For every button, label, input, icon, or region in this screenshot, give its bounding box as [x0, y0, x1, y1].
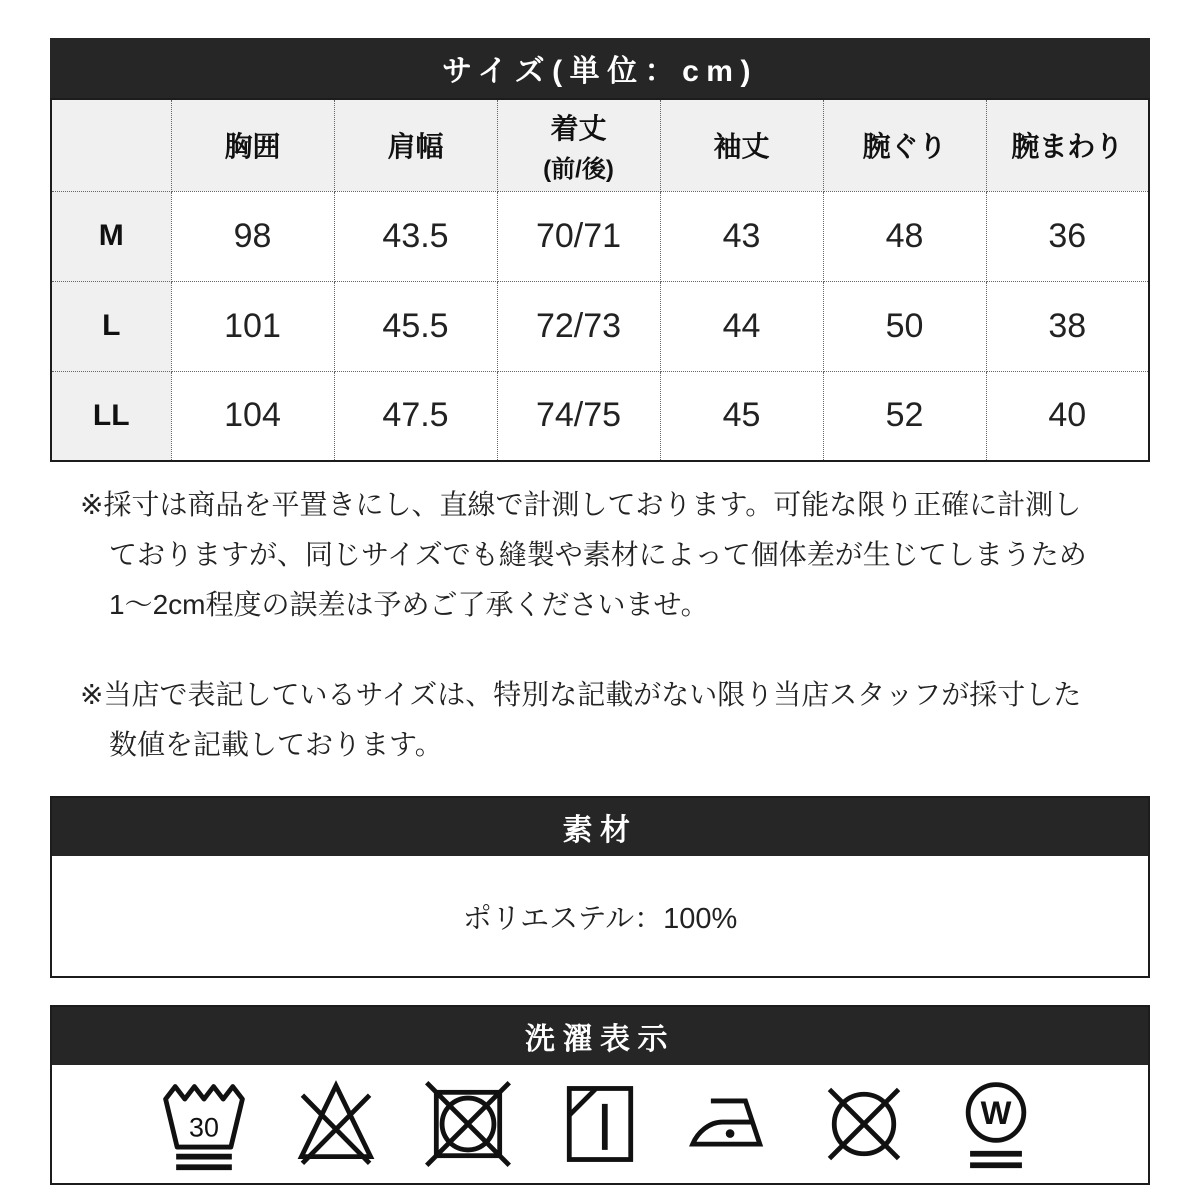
wet-clean-very-gentle-icon [948, 1076, 1044, 1172]
m-chest: 98 [171, 191, 334, 281]
l-armhole: 50 [823, 281, 986, 371]
do-not-bleach-icon [288, 1076, 384, 1172]
staff-measured-note-line1: ※当店で表記しているサイズは、特別な記載がない限り当店スタッフが採寸した [80, 679, 1082, 710]
size-section-title-bar [50, 38, 1150, 98]
size-label-ll: LL [51, 371, 171, 461]
col-header-garment-length-main: 着丈 [550, 112, 607, 144]
wash-30-very-gentle-icon [156, 1076, 252, 1172]
l-sleeve: 44 [660, 281, 823, 371]
staff-measured-note-line2: 数値を記載しております。 [109, 729, 443, 760]
laundry-title: 洗濯表示 [525, 1023, 675, 1056]
laundry-title-bar [52, 1007, 1148, 1065]
size-table [50, 98, 1150, 462]
laundry-icons-row [52, 1065, 1148, 1183]
col-header-chest: 胸囲 [171, 99, 334, 191]
do-not-tumble-dry-icon [420, 1076, 516, 1172]
col-header-garment-length [497, 99, 660, 191]
l-chest: 101 [171, 281, 334, 371]
corner-cell [51, 99, 171, 191]
staff-measured-note [80, 670, 1150, 770]
col-header-sleeve: 袖丈 [660, 99, 823, 191]
size-table-header-row [51, 99, 1149, 191]
measurement-note-line3: 1〜2cm程度の誤差は予めご了承くださいませ。 [109, 589, 709, 620]
material-content: ポリエステル：100% [52, 856, 1148, 976]
size-label-m: M [51, 191, 171, 281]
hang-dry-in-shade-icon [552, 1076, 648, 1172]
col-header-garment-length-sub: (前/後) [543, 155, 614, 183]
m-sleeve: 43 [660, 191, 823, 281]
wet-clean-letter: W [980, 1094, 1012, 1131]
material-title: 素材 [562, 814, 638, 847]
col-header-shoulder: 肩幅 [334, 99, 497, 191]
m-armhole: 48 [823, 191, 986, 281]
size-chart-page [50, 0, 1150, 1185]
m-arm-width: 36 [986, 191, 1149, 281]
material-section [50, 796, 1150, 978]
col-header-arm-width: 腕まわり [986, 99, 1149, 191]
do-not-dry-clean-icon [816, 1076, 912, 1172]
material-title-bar [52, 798, 1148, 856]
measurement-note-line2: ておりますが、同じサイズでも縫製や素材によって個体差が生じてしまうため [109, 539, 1087, 570]
wash-temperature-label: 30 [189, 1112, 219, 1143]
measurement-note [80, 480, 1150, 630]
l-arm-width: 38 [986, 281, 1149, 371]
table-row-m [51, 191, 1149, 281]
size-label-l: L [51, 281, 171, 371]
table-row-ll [51, 371, 1149, 461]
l-garment-length: 72/73 [497, 281, 660, 371]
m-garment-length: 70/71 [497, 191, 660, 281]
table-row-l [51, 281, 1149, 371]
ll-garment-length: 74/75 [497, 371, 660, 461]
laundry-section [50, 1005, 1150, 1185]
ll-armhole: 52 [823, 371, 986, 461]
l-shoulder: 45.5 [334, 281, 497, 371]
iron-low-temperature-icon [684, 1076, 780, 1172]
ll-arm-width: 40 [986, 371, 1149, 461]
ll-shoulder: 47.5 [334, 371, 497, 461]
ll-sleeve: 45 [660, 371, 823, 461]
size-section-title: サイズ(単位：cm) [442, 55, 758, 88]
col-header-armhole: 腕ぐり [823, 99, 986, 191]
measurement-note-line1: ※採寸は商品を平置きにし、直線で計測しております。可能な限り正確に計測し [80, 489, 1082, 520]
ll-chest: 104 [171, 371, 334, 461]
m-shoulder: 43.5 [334, 191, 497, 281]
